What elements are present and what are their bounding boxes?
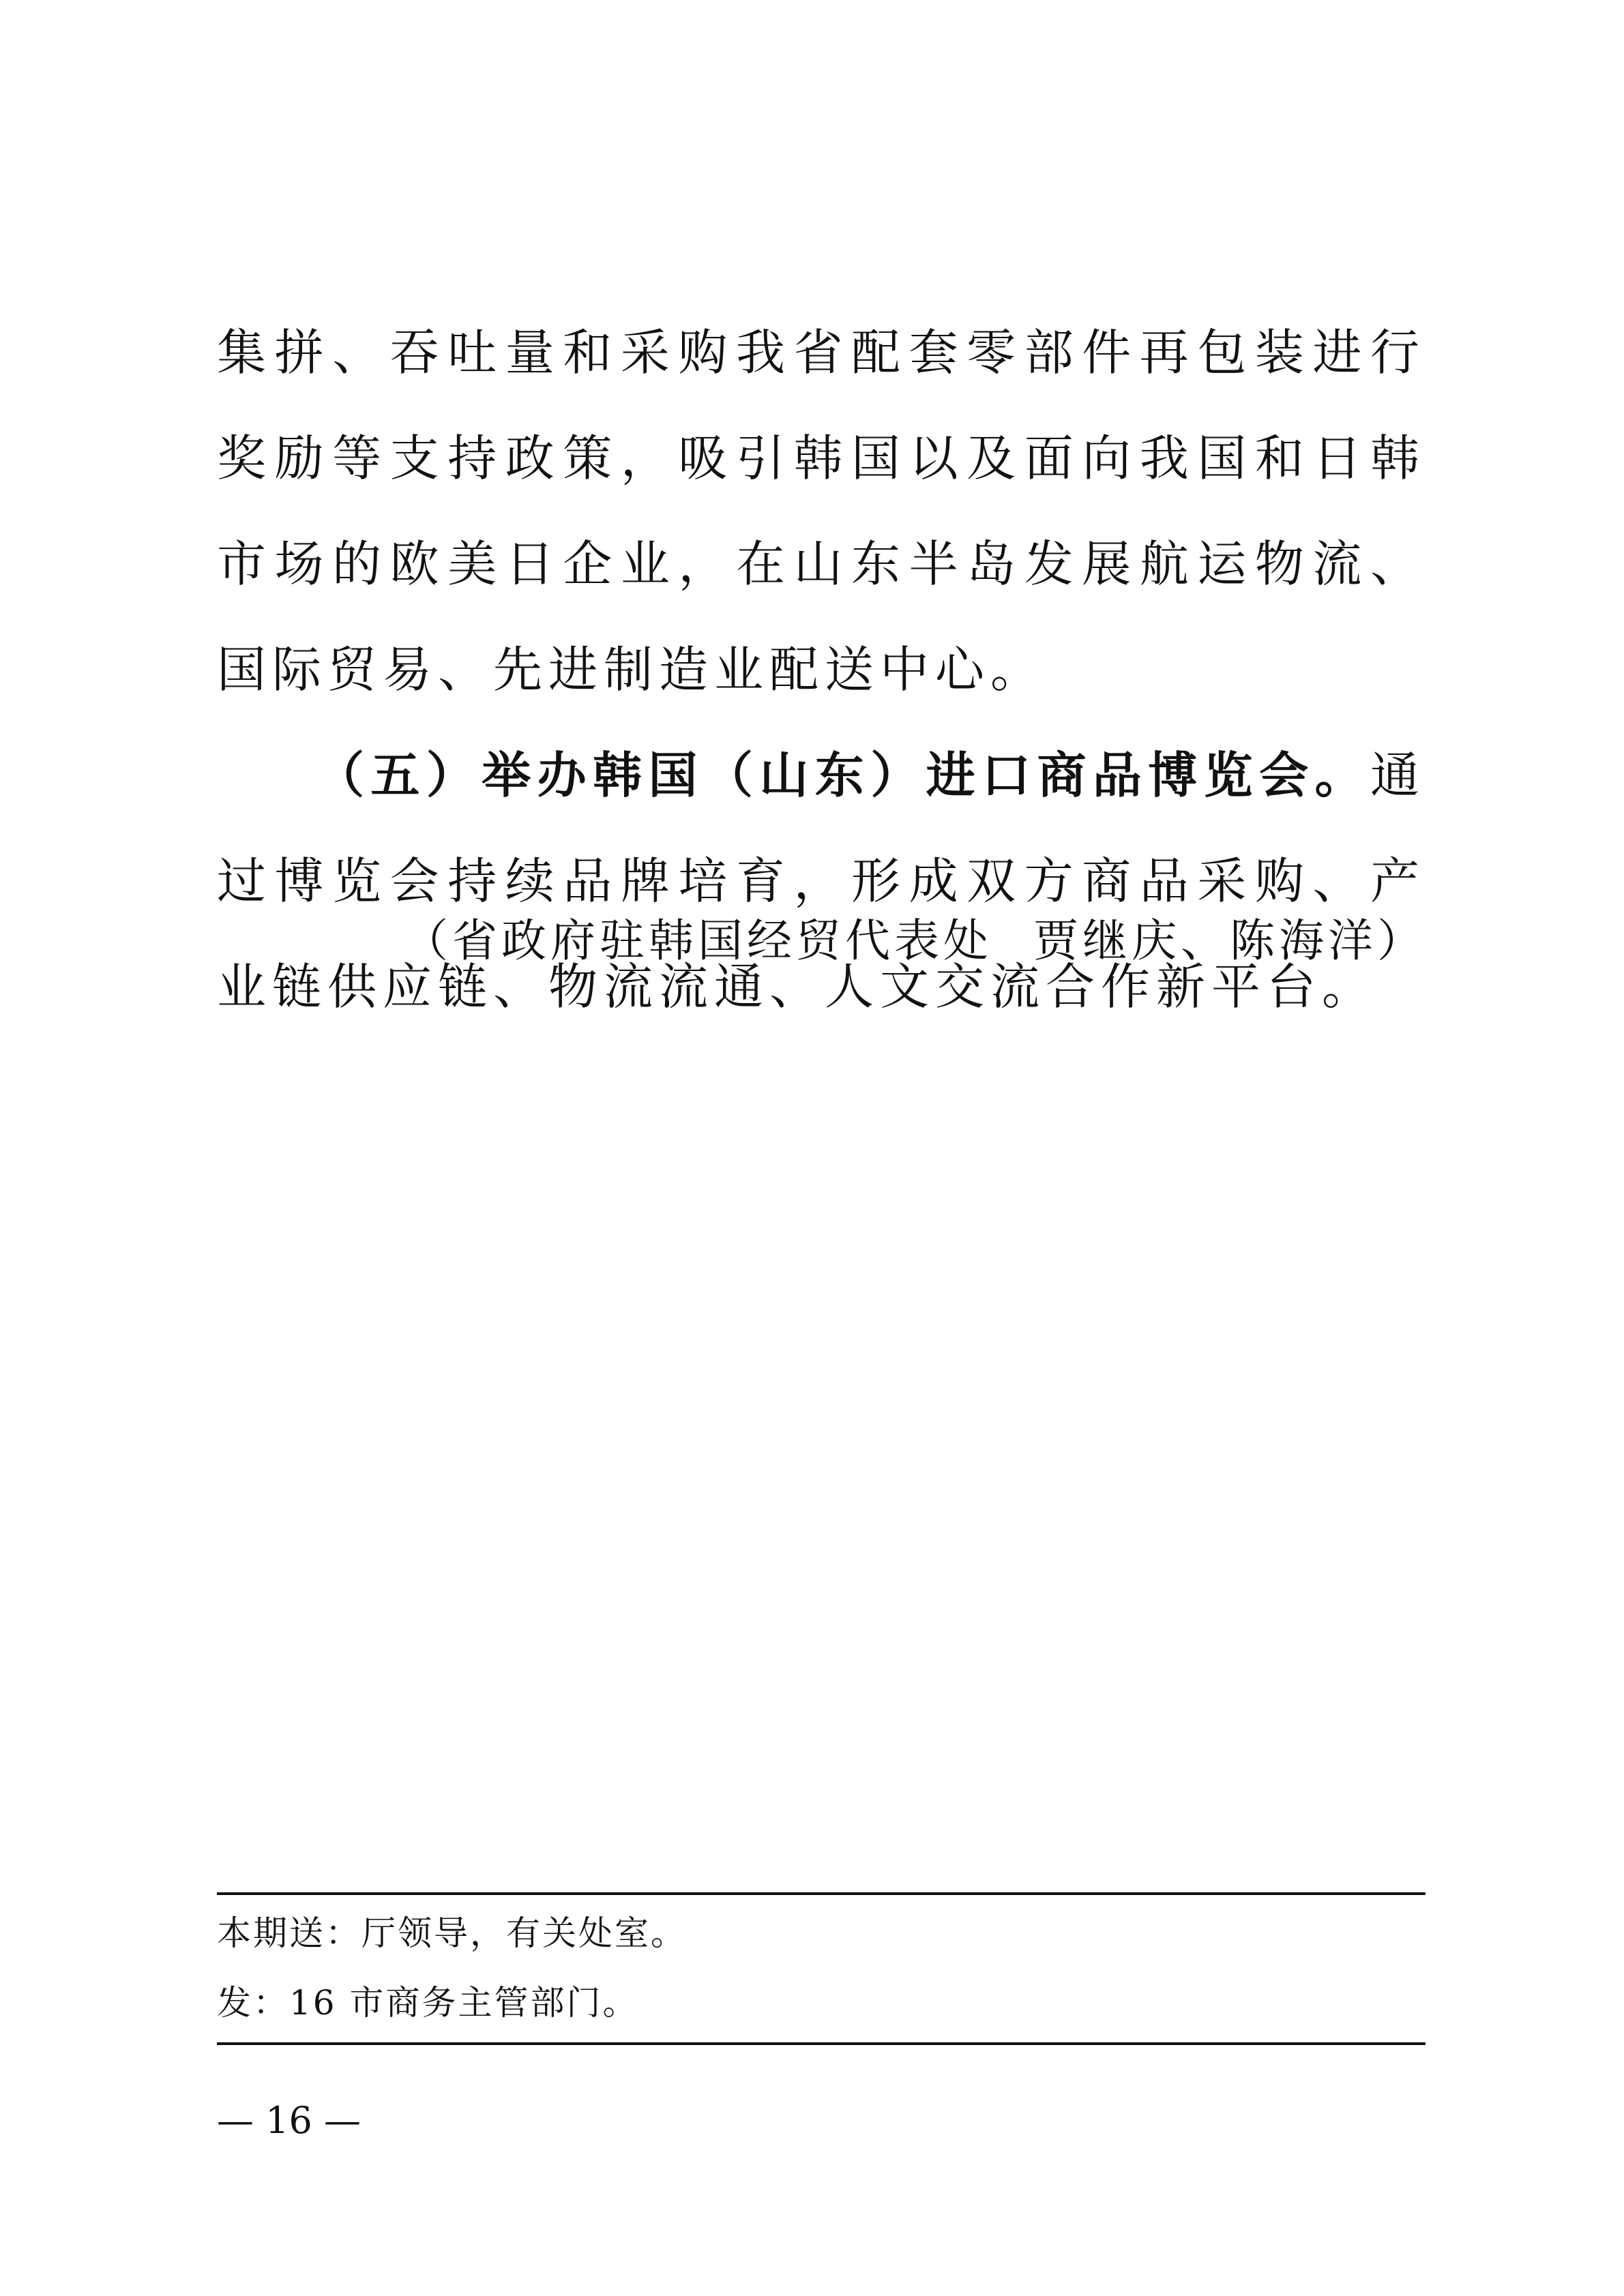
signature-close-paren: ） [1377, 914, 1426, 967]
signature-office: 省政府驻韩国经贸代表处 [452, 914, 992, 967]
distribution-bottom-rule [217, 2042, 1426, 2045]
paragraph-section-five [217, 723, 1426, 1040]
distribution-top-rule [217, 1892, 1426, 1895]
section-text: 通过博览会持续品牌培育，形成双方商品采购、产业链供应链、物流流通、人文交流合作新平台。 [217, 747, 1426, 1015]
distribution-send-to: 本期送：厅领导，有关处室。 [217, 1913, 687, 1953]
paragraph-continued: 集拼、吞吐量和采购我省配套零部件再包装进行奖励等支持政策，吸引韩国以及面向我国和日韩市场的欧美日企业，在山东半岛发展航运物流、国际贸易、先进制造业配送中心。 [217, 324, 1426, 698]
distribution-issue-to: 发：16 市商务主管部门。 [217, 1983, 639, 2023]
signature-authors: 贾继庆、陈海洋 [1033, 914, 1377, 967]
signature-open-paren: （ [403, 914, 452, 967]
author-signature [403, 907, 1426, 975]
page-number: — 16 — [217, 2099, 361, 2142]
section-heading: （五）举办韩国（山东）进口商品博览会。 [315, 747, 1370, 804]
